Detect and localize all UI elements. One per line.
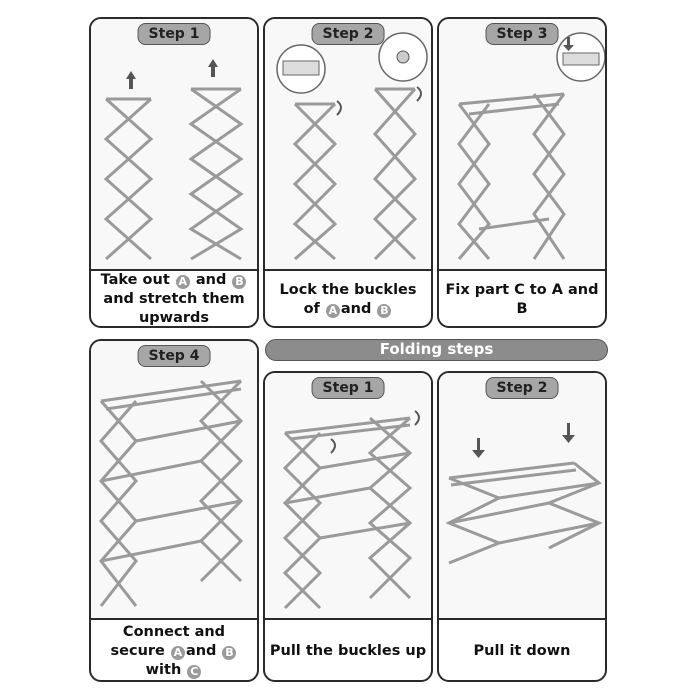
letter-a-badge: A — [326, 304, 340, 318]
step-caption: Pull it down — [473, 642, 571, 659]
rotate-arrow-icon — [337, 87, 421, 115]
letter-c-badge: C — [187, 665, 201, 679]
rack-locking-diagram — [265, 19, 433, 269]
unfold-step4-illustration — [91, 341, 257, 620]
step-caption: Fix part C to A and B — [445, 281, 599, 317]
unfold-step3-illustration — [439, 19, 605, 271]
rack-fix-part-diagram — [439, 19, 607, 269]
letter-b-badge: B — [222, 646, 236, 660]
down-arrow-icon — [472, 423, 575, 458]
fold-step2-illustration — [439, 373, 605, 620]
unfold-step4-panel — [89, 339, 259, 682]
step-label: Step 1 — [312, 377, 385, 399]
step-label: Step 1 — [138, 23, 211, 45]
rack-folding-diagram — [439, 373, 607, 618]
folding-steps-banner: Folding steps — [265, 339, 608, 361]
step-caption: Lock the buckles of A and B — [279, 281, 417, 317]
letter-b-badge: B — [377, 304, 391, 318]
rack-collapsed-diagram — [91, 19, 259, 269]
buckle-detail-icon — [557, 33, 605, 81]
letter-a-badge: A — [171, 646, 185, 660]
unfold-step2-panel — [263, 17, 433, 328]
fold-step1-illustration — [265, 373, 431, 620]
rack-unlock-diagram — [265, 373, 433, 618]
rack-assembled-diagram — [91, 341, 259, 618]
fold-step1-panel — [263, 371, 433, 682]
step-label: Step 2 — [486, 377, 559, 399]
step-caption: Pull the buckles up — [269, 642, 427, 659]
step-label: Step 2 — [312, 23, 385, 45]
step-caption: Connect and secure A and B with C — [91, 620, 257, 682]
fold-step2-panel — [437, 371, 607, 682]
letter-b-badge: B — [232, 275, 246, 289]
step-caption: Take out A and B and stretch them upwards — [100, 272, 245, 326]
unfold-step1-illustration — [91, 19, 257, 271]
unfold-step1-panel — [89, 17, 259, 328]
step-label: Step 4 — [138, 345, 211, 367]
unfold-step2-illustration — [265, 19, 431, 271]
letter-a-badge: A — [176, 275, 190, 289]
unfold-step3-panel — [437, 17, 607, 328]
up-arrow-icon — [126, 59, 218, 89]
step-label: Step 3 — [486, 23, 559, 45]
